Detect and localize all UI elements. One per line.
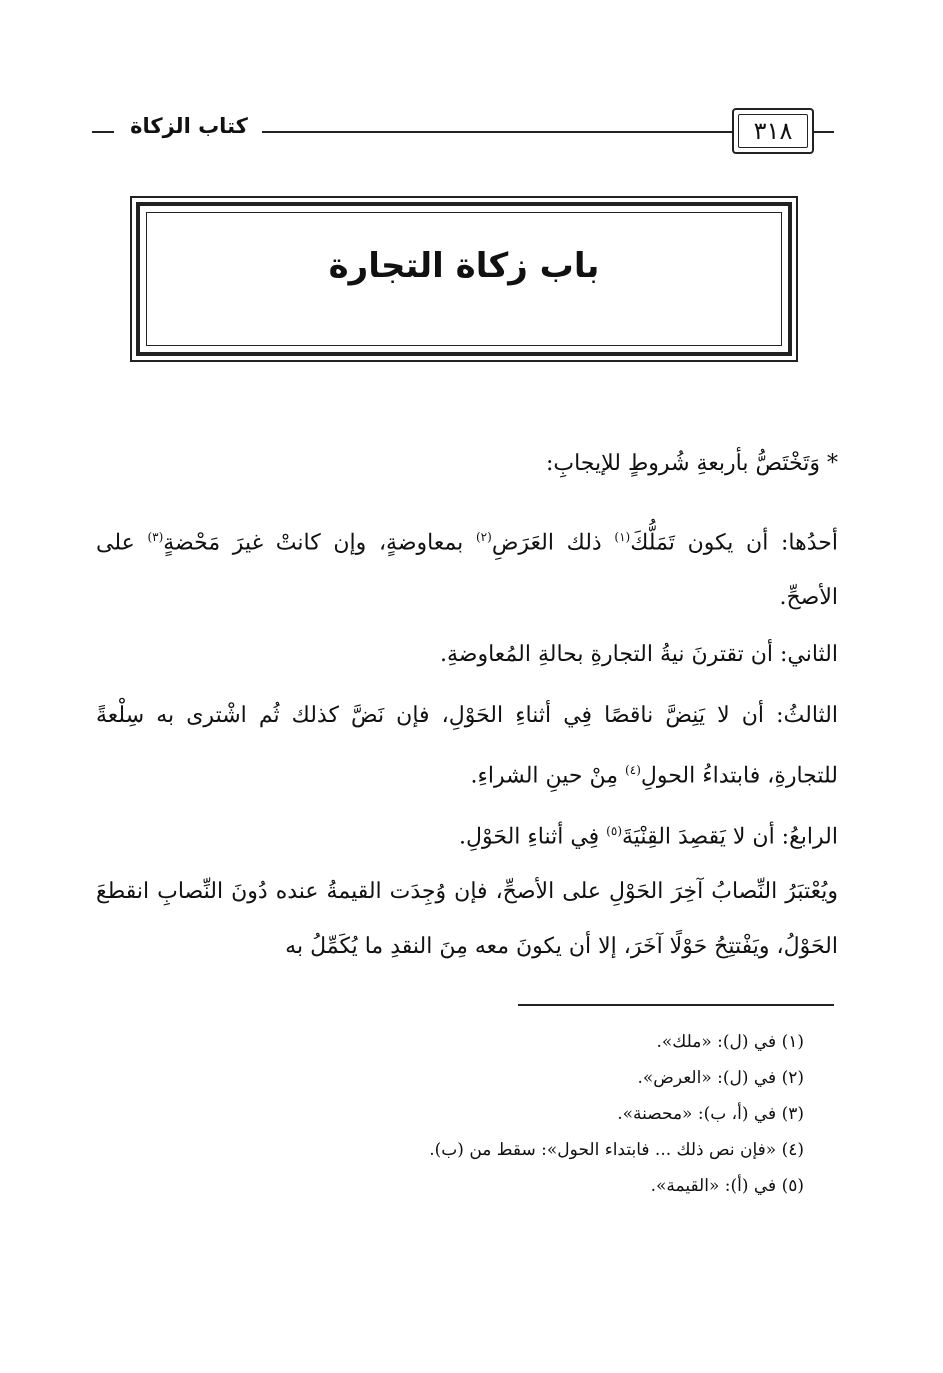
paragraph-condition-3	[96, 688, 838, 803]
paragraph-condition-2	[96, 627, 838, 682]
text-run: مِنْ حينِ الشراءِ.	[470, 763, 626, 789]
footnote-ref: (٥)	[606, 824, 622, 838]
chapter-title: باب زكاة التجارة	[328, 246, 600, 286]
page-number-box	[732, 108, 814, 154]
footnote-ref: (١)	[614, 530, 631, 544]
text-run: الثالثُ: أن لا يَنِضَّ ناقصًا فِي أثناءِ الحَوْلِ، فإن نَضَّ كذلك ثُم اشْترى به سِلْعةً للتجارةِ، فابتداءُ الحولِ	[96, 703, 838, 789]
paragraph-text: * وَتَخْتَصُّ بأربعةِ شُروطٍ للإيجابِ:	[545, 451, 838, 476]
text-run: فِي أثناءِ الحَوْلِ.	[459, 824, 607, 850]
text-run: على الأصحِّ.	[96, 530, 838, 611]
header-rule-middle	[262, 131, 810, 133]
paragraph-intro	[96, 436, 838, 491]
footnote: (٤) «فإن نص ذلك ... فابتداء الحول»: سقط من (ب).	[429, 1140, 804, 1160]
footnote: (٣) في (أ، ب): «محصنة».	[617, 1104, 804, 1124]
paragraph-nisab	[96, 864, 838, 974]
footnotes	[96, 1024, 838, 1204]
header-rule-left	[92, 131, 114, 133]
chapter-title-frame	[130, 196, 798, 362]
footnote-ref: (٤)	[625, 763, 641, 777]
text-run: أحدُها: أن يكون تَمَلُّكَ	[630, 530, 838, 556]
paragraph-text: ويُعْتبَرُ النِّصابُ آخِرَ الحَوْلِ على الأصحِّ، فإن وُجِدَت القيمةُ عنده دُونَ النِّصابِ انقطعَ الحَوْلُ، ويَفْتتِحُ حَوْلًا آخَرَ، إلا أن يكونَ معه مِنَ النقدِ ما يُكَمِّلُ به	[96, 879, 838, 959]
footnote-ref: (٣)	[147, 530, 164, 544]
header-rule-right	[814, 131, 834, 133]
text-run: بمعاوضةٍ، وإن كانتْ غيرَ مَحْضةٍ	[163, 530, 476, 556]
paragraph-text: الثاني: أن تقترنَ نيةُ التجارةِ بحالةِ المُعاوضةِ.	[440, 642, 838, 667]
running-header-title: كتاب الزكاة	[130, 114, 248, 138]
running-header	[92, 108, 834, 156]
page-number: ٣١٨	[738, 114, 808, 148]
footnote-separator	[518, 1004, 834, 1006]
text-run: ذلك العَرَضِ	[491, 530, 615, 556]
paragraph-condition-1	[96, 510, 838, 625]
footnote: (٥) في (أ): «القيمة».	[650, 1176, 804, 1196]
footnote-ref: (٢)	[475, 530, 492, 544]
text-run: الرابعُ: أن لا يَقصِدَ القِنْيَةَ	[622, 824, 838, 850]
footnote: (٢) في (ل): «العرض».	[637, 1068, 804, 1088]
footnote: (١) في (ل): «ملك».	[656, 1032, 804, 1052]
paragraph-condition-4	[96, 804, 838, 864]
